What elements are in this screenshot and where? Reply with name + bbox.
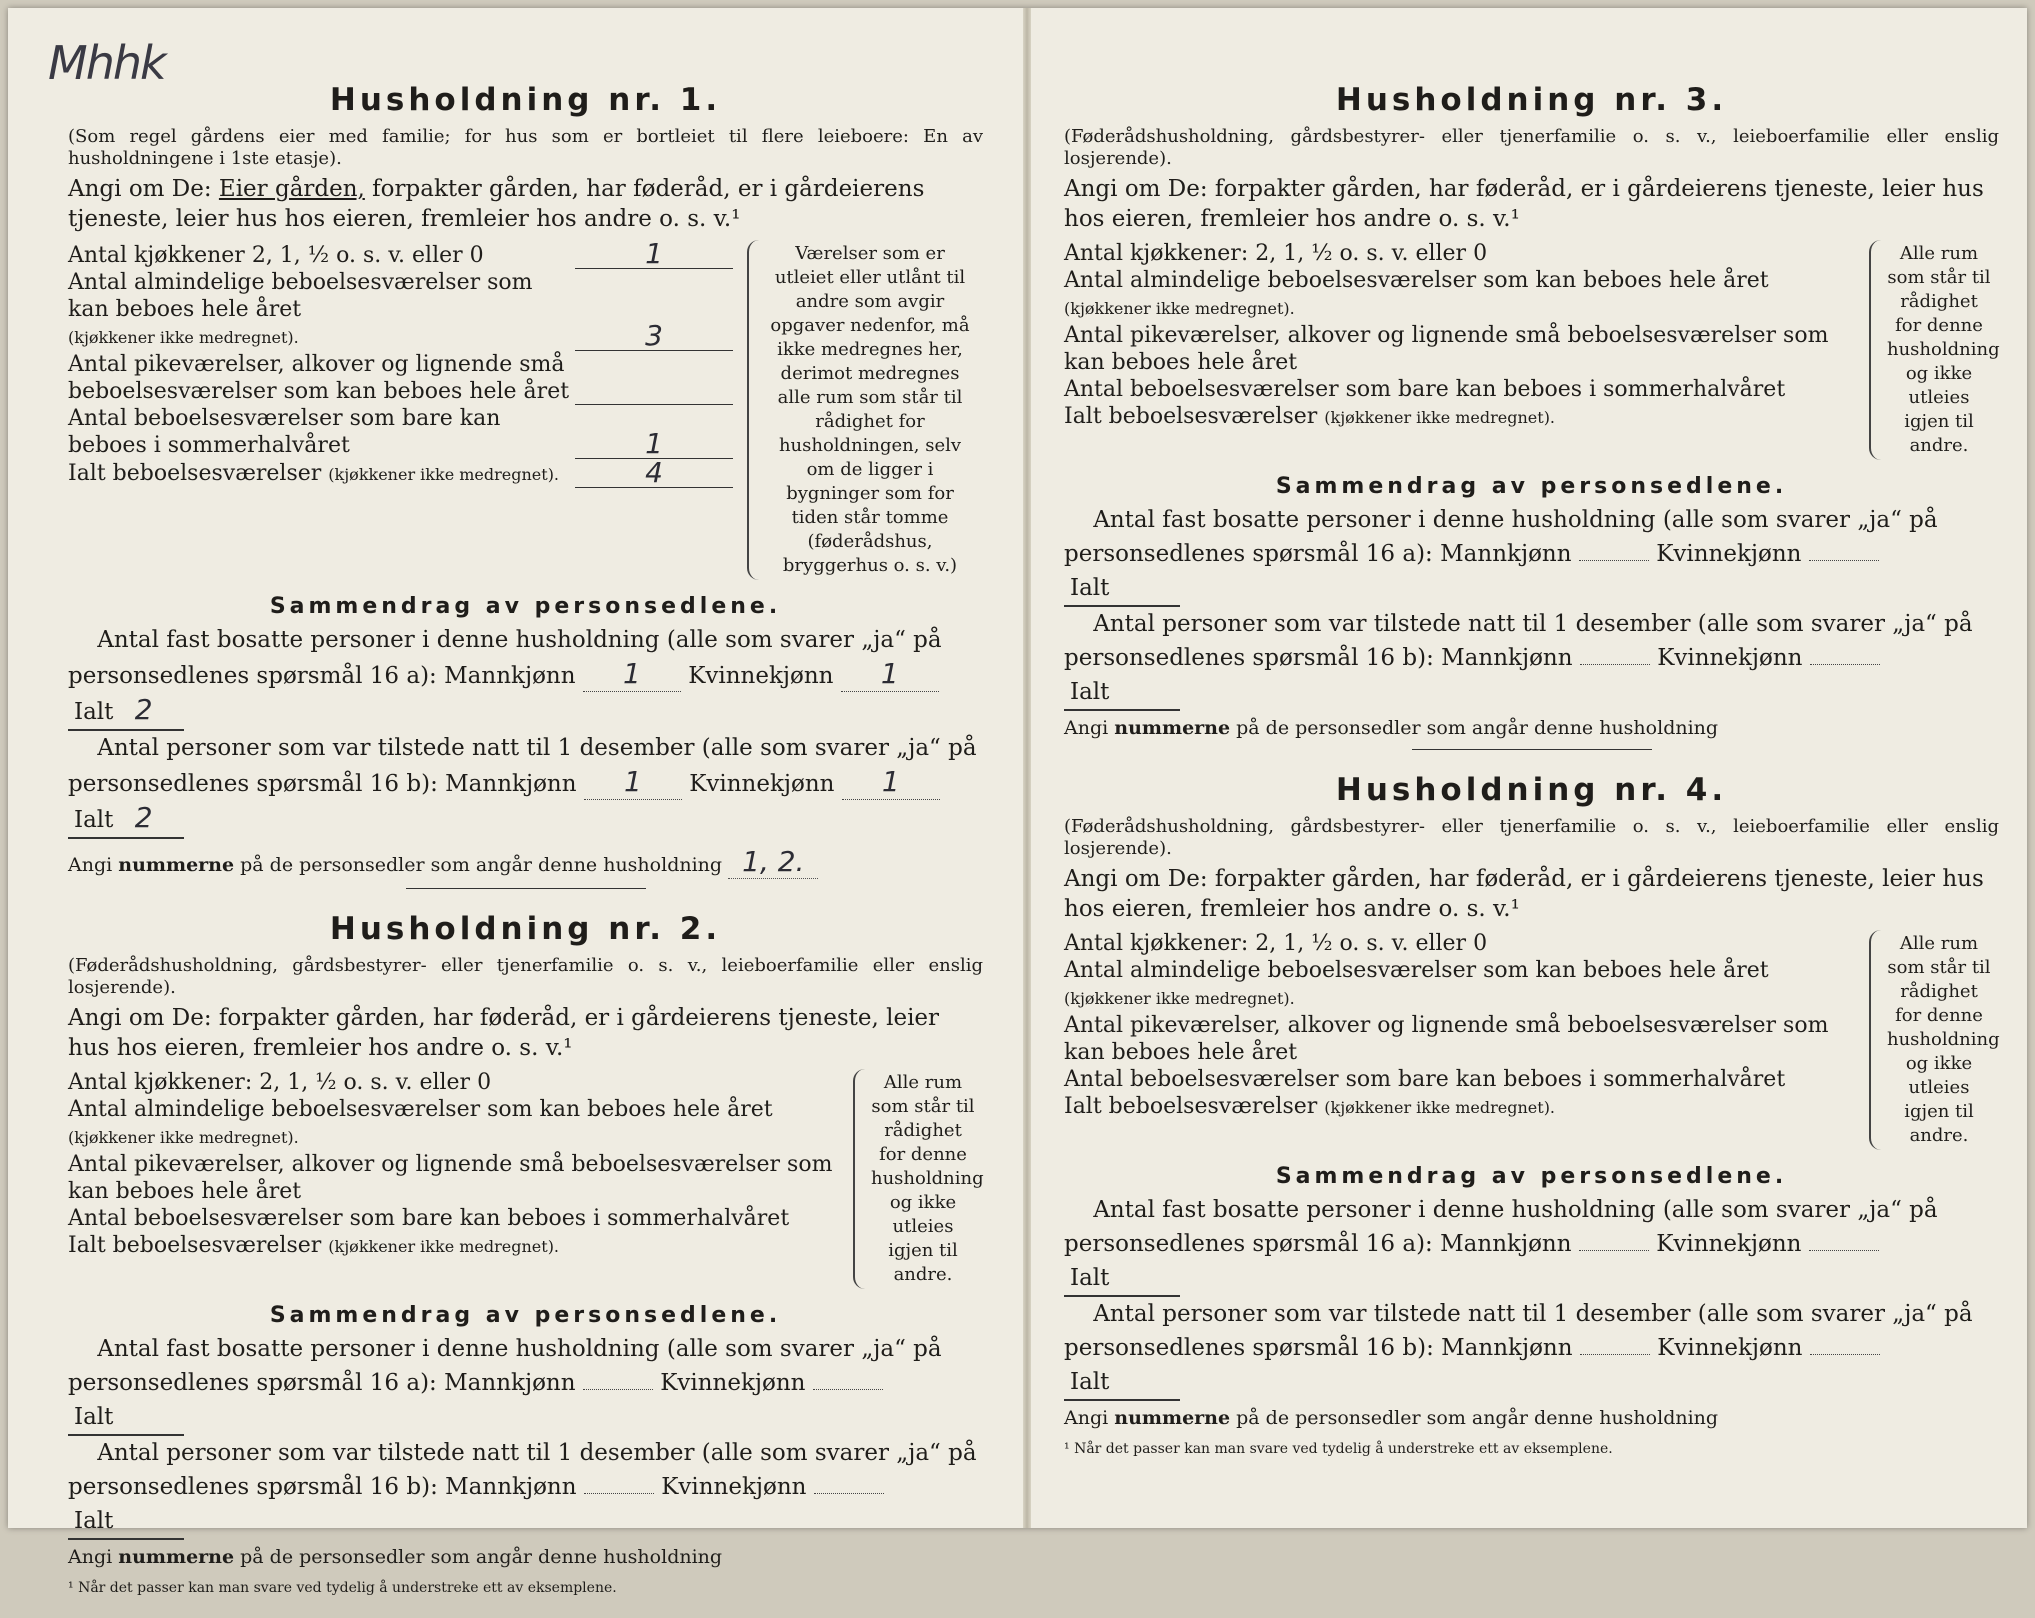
small-rooms-question: Antal pikeværelser, alkover og lignende små beboelsesværelser som kan beboes hele året <box>1064 323 1829 375</box>
household-4-description: (Føderådshusholdning, gårdsbestyrer- eller tjenerfamilie o. s. v., leieboerfamilie eller enslig losjerende). <box>1064 816 1999 859</box>
summary-16a: Antal fast bosatte personer i denne husholdning (alle som svarer „ja“ på personsedlenes spørsmål 16 a): Mannkjønn 1 Kvinnekjønn 1 Ialt 2 <box>68 623 983 731</box>
kitchens-answer: 1 <box>575 240 733 269</box>
summary-16b: Antal personer som var tilstede natt til 1 desember (alle som svarer „ja“ på personsedlenes spørsmål 16 b): Mannkjønn Kvinnekjønn Ialt <box>1064 1297 1999 1401</box>
male-16b: 1 <box>584 765 682 800</box>
summary-16a: Antal fast bosatte personer i denne husholdning (alle som svarer „ja“ på personsedlenes spørsmål 16 a): Mannkjønn Kvinnekjønn Ialt <box>1064 1193 1999 1297</box>
person-numbers: 1, 2. <box>728 845 818 879</box>
household-4-status-line: Angi om De: forpakter gården, har føderåd, er i gårdeierens tjeneste, leier hus hos eieren, fremleier hos andre o. s. v.¹ <box>1064 866 1984 922</box>
household-3-rooms <box>1064 240 1999 460</box>
rooms-answer: 3 <box>575 322 733 351</box>
small-rooms-question: Antal pikeværelser, alkover og lignende små beboelsesværelser som kan beboes hele året <box>68 1152 833 1204</box>
summary-16b: Antal personer som var tilstede natt til 1 desember (alle som svarer „ja“ på personsedlenes spørsmål 16 b): Mannkjønn 1 Kvinnekjønn 1 Ialt 2 <box>68 731 983 839</box>
household-3-title: Husholdning nr. 3. <box>1335 82 1728 118</box>
census-sheet <box>8 8 2027 1596</box>
total-rooms-question: Ialt beboelsesværelser (kjøkkener ikke medregnet). <box>1064 1094 1556 1119</box>
household-4-rooms <box>1064 930 1999 1150</box>
rooms-instruction-note: Alle rum som står til rådighet for denne husholdning og ikke utleies igjen til andre. <box>853 1069 983 1289</box>
female-16b: 1 <box>842 765 940 800</box>
household-1 <box>68 82 983 889</box>
summer-rooms-question: Antal beboelsesværelser som bare kan beboes i sommerhalvåret <box>1064 377 1786 402</box>
kitchens-question: Antal kjøkkener 2, 1, ½ o. s. v. eller 0 1 <box>68 240 733 269</box>
left-page <box>8 8 998 1596</box>
summary-title: Sammendrag av personsedlene. <box>1275 1164 1788 1189</box>
male-16a: 1 <box>583 657 681 692</box>
right-page <box>1032 8 2022 1528</box>
person-numbers-line: Angi nummerne på de personsedler som angår denne husholdning <box>1064 1407 1719 1429</box>
total-rooms-question: Ialt beboelsesværelser (kjøkkener ikke medregnet). <box>1064 404 1556 429</box>
household-4-title: Husholdning nr. 4. <box>1335 772 1728 808</box>
person-numbers-line: Angi nummerne på de personsedler som angår denne husholdning <box>1064 717 1719 739</box>
page-fold <box>1023 8 1031 1528</box>
rooms-question: Antal almindelige beboelsesværelser som kan beboes hele året (kjøkkener ikke medregnet). <box>1064 958 1769 1008</box>
household-2 <box>68 911 983 1596</box>
separator <box>406 888 646 889</box>
small-rooms-question: Antal pikeværelser, alkover og lignende små beboelsesværelser som kan beboes hele året <box>68 351 733 405</box>
household-3 <box>1064 82 1999 750</box>
summary-16a: Antal fast bosatte personer i denne husholdning (alle som svarer „ja“ på personsedlenes spørsmål 16 a): Mannkjønn Kvinnekjønn Ialt <box>1064 503 1999 607</box>
rooms-question: Antal almindelige beboelsesværelser som kan beboes hele året (kjøkkener ikke medregnet). <box>68 1097 773 1147</box>
separator <box>1412 749 1652 750</box>
rooms-question: Antal almindelige beboelsesværelser som kan beboes hele året (kjøkkener ikke medregnet). <box>1064 268 1769 318</box>
household-1-title: Husholdning nr. 1. <box>329 82 722 118</box>
summer-rooms-question: Antal beboelsesværelser som bare kan beboes i sommerhalvåret <box>68 1206 790 1231</box>
household-2-rooms <box>68 1069 983 1289</box>
kitchens-question: Antal kjøkkener: 2, 1, ½ o. s. v. eller 0 <box>1064 931 1488 956</box>
summer-rooms-answer: 1 <box>575 430 733 459</box>
household-1-status-line: Angi om De: Eier gården, forpakter gården, har føderåd, er i gårdeierens tjeneste, leier hus hos eieren, fremleier hos andre o. s. v.¹ <box>68 176 925 232</box>
underlined-choice: Eier gården, <box>218 176 365 202</box>
total-rooms-answer: 4 <box>575 459 733 488</box>
household-2-description: (Føderådshusholdning, gårdsbestyrer- eller tjenerfamilie o. s. v., leieboerfamilie eller enslig losjerende). <box>68 955 983 998</box>
household-2-status-line: Angi om De: forpakter gården, har føderåd, er i gårdeierens tjeneste, leier hus hos eieren, fremleier hos andre o. s. v.¹ <box>68 1005 940 1061</box>
kitchens-question: Antal kjøkkener: 2, 1, ½ o. s. v. eller 0 <box>68 1070 492 1095</box>
small-rooms-answer <box>575 376 733 405</box>
summer-rooms-question: Antal beboelsesværelser som bare kan beboes i sommerhalvåret <box>1064 1067 1786 1092</box>
rooms-instruction-note: Værelser som er utleiet eller utlånt til andre som avgir opgaver nedenfor, må ikke medregnes her, derimot medregnes alle rum som står til rådighet for husholdningen, selv om de ligger i bygninger som for tiden står tomme (føderådshus, bryggerhus o. s. v.) <box>747 240 983 580</box>
rooms-instruction-note: Alle rum som står til rådighet for denne husholdning og ikke utleies igjen til andre. <box>1869 240 1999 460</box>
footnote: ¹ Når det passer kan man svare ved tydelig å understreke ett av eksemplene. <box>1064 1441 1613 1457</box>
summary-16b: Antal personer som var tilstede natt til 1 desember (alle som svarer „ja“ på personsedlenes spørsmål 16 b): Mannkjønn Kvinnekjønn Ialt <box>68 1436 983 1540</box>
summary-title: Sammendrag av personsedlene. <box>269 1303 782 1328</box>
summary-title: Sammendrag av personsedlene. <box>269 594 782 619</box>
summary-16b: Antal personer som var tilstede natt til 1 desember (alle som svarer „ja“ på personsedlenes spørsmål 16 b): Mannkjønn Kvinnekjønn Ialt <box>1064 607 1999 711</box>
total-16a: 2 <box>134 693 153 726</box>
person-numbers-line: Angi nummerne på de personsedler som angår denne husholdning 1, 2. <box>68 845 983 878</box>
rooms-instruction-note: Alle rum som står til rådighet for denne husholdning og ikke utleies igjen til andre. <box>1869 930 1999 1150</box>
summary-title: Sammendrag av personsedlene. <box>1275 474 1788 499</box>
summary-16a: Antal fast bosatte personer i denne husholdning (alle som svarer „ja“ på personsedlenes spørsmål 16 a): Mannkjønn Kvinnekjønn Ialt <box>68 1332 983 1436</box>
handwritten-margin-note: Mhhk <box>48 36 165 90</box>
kitchens-question: Antal kjøkkener: 2, 1, ½ o. s. v. eller 0 <box>1064 241 1488 266</box>
person-numbers-line: Angi nummerne på de personsedler som angår denne husholdning <box>68 1546 723 1568</box>
household-2-title: Husholdning nr. 2. <box>329 911 722 947</box>
total-16b: 2 <box>134 801 153 834</box>
household-3-status-line: Angi om De: forpakter gården, har føderåd, er i gårdeierens tjeneste, leier hus hos eieren, fremleier hos andre o. s. v.¹ <box>1064 176 1984 232</box>
female-16a: 1 <box>841 657 939 692</box>
household-1-rooms <box>68 237 983 580</box>
household-1-description: (Som regel gårdens eier med familie; for hus som er bortleiet til flere leieboere: En av husholdningene i 1ste etasje). <box>68 126 983 169</box>
household-3-description: (Føderådshusholdning, gårdsbestyrer- eller tjenerfamilie o. s. v., leieboerfamilie eller enslig losjerende). <box>1064 126 1999 169</box>
summer-rooms-question: Antal beboelsesværelser som bare kan beboes i sommerhalvåret 1 <box>68 405 733 459</box>
footnote: ¹ Når det passer kan man svare ved tydelig å understreke ett av eksemplene. <box>68 1580 617 1596</box>
household-4 <box>1064 772 1999 1457</box>
total-rooms-question: Ialt beboelsesværelser (kjøkkener ikke medregnet). <box>68 1233 560 1258</box>
total-rooms-question: Ialt beboelsesværelser (kjøkkener ikke medregnet). 4 <box>68 459 733 488</box>
small-rooms-question: Antal pikeværelser, alkover og lignende små beboelsesværelser som kan beboes hele året <box>1064 1013 1829 1065</box>
rooms-question: Antal almindelige beboelsesværelser som kan beboes hele året (kjøkkener ikke medregnet). 3 <box>68 269 733 351</box>
